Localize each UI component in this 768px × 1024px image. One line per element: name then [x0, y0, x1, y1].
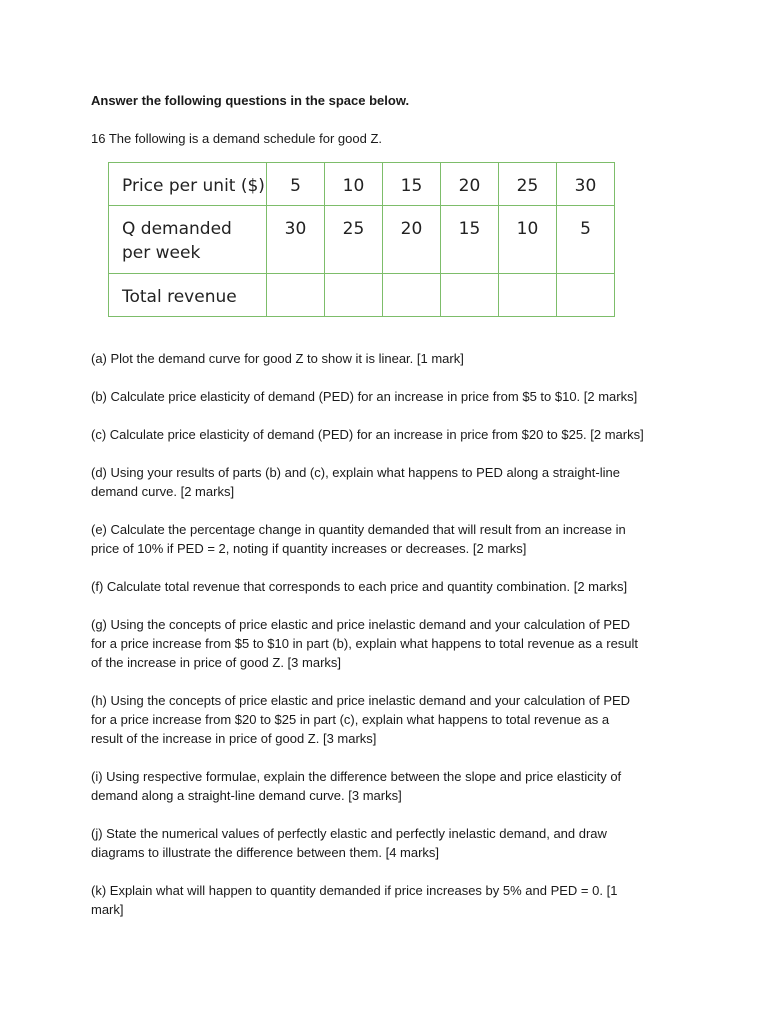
table-cell-empty: [325, 274, 383, 317]
row-label-quantity: Q demanded per week: [109, 206, 267, 274]
table-cell-empty: [499, 274, 557, 317]
table-cell: 20: [383, 206, 441, 274]
instruction-heading: Answer the following questions in the space below.: [91, 93, 410, 108]
table-row-quantity: [109, 206, 615, 274]
question-b: (b) Calculate price elasticity of demand (PED) for an increase in price from $5 to $10. [2 marks]: [91, 389, 638, 404]
question-i: (i) Using respective formulae, explain the difference between the slope and price elasticity of demand along a straight-line demand curve. [3 marks]: [91, 769, 622, 803]
question-d: (d) Using your results of parts (b) and (c), explain what happens to PED along a straight-line demand curve. [2 marks]: [91, 465, 620, 499]
table-cell-empty: [383, 274, 441, 317]
table-cell: 25: [325, 206, 383, 274]
question-list: [91, 349, 691, 919]
table-row-price: [109, 163, 615, 206]
table-cell: 15: [441, 206, 499, 274]
question-f: (f) Calculate total revenue that corresponds to each price and quantity combination. [2 marks]: [91, 579, 628, 594]
table-cell: 30: [267, 206, 325, 274]
question-j: (j) State the numerical values of perfectly elastic and perfectly inelastic demand, and draw diagrams to illustrate the difference between them. [4 marks]: [91, 826, 607, 860]
table-cell: 30: [557, 163, 615, 206]
question-e: (e) Calculate the percentage change in quantity demanded that will result from an increase in price of 10% if PED = 2, noting if quantity increases or decreases. [2 marks]: [91, 522, 626, 556]
table-cell: 15: [383, 163, 441, 206]
demand-schedule-table: [108, 162, 615, 317]
question-intro: 16 The following is a demand schedule for good Z.: [91, 131, 382, 146]
question-h: (h) Using the concepts of price elastic and price inelastic demand and your calculation of PED for a price increase from $20 to $25 in part (c), explain what happens to total revenue as a result of the increase in price of good Z. [3 marks]: [91, 693, 631, 746]
table-cell: 5: [267, 163, 325, 206]
table-cell-empty: [557, 274, 615, 317]
question-k: (k) Explain what will happen to quantity demanded if price increases by 5% and PED = 0. [1 mark]: [91, 883, 618, 917]
question-g: (g) Using the concepts of price elastic and price inelastic demand and your calculation of PED for a price increase from $5 to $10 in part (b), explain what happens to total revenue as a result of the increase in price of good Z. [3 marks]: [91, 617, 639, 670]
table-cell: 5: [557, 206, 615, 274]
question-a: (a) Plot the demand curve for good Z to show it is linear. [1 mark]: [91, 351, 464, 366]
table-cell: 25: [499, 163, 557, 206]
table-cell: 10: [325, 163, 383, 206]
table-cell-empty: [441, 274, 499, 317]
table-cell: 20: [441, 163, 499, 206]
table-cell-empty: [267, 274, 325, 317]
row-label-revenue: Total revenue: [109, 274, 267, 317]
row-label-price: Price per unit ($): [109, 163, 267, 206]
table-cell: 10: [499, 206, 557, 274]
table-row-revenue: [109, 274, 615, 317]
question-c: (c) Calculate price elasticity of demand (PED) for an increase in price from $20 to $25. [2 marks]: [91, 427, 644, 442]
